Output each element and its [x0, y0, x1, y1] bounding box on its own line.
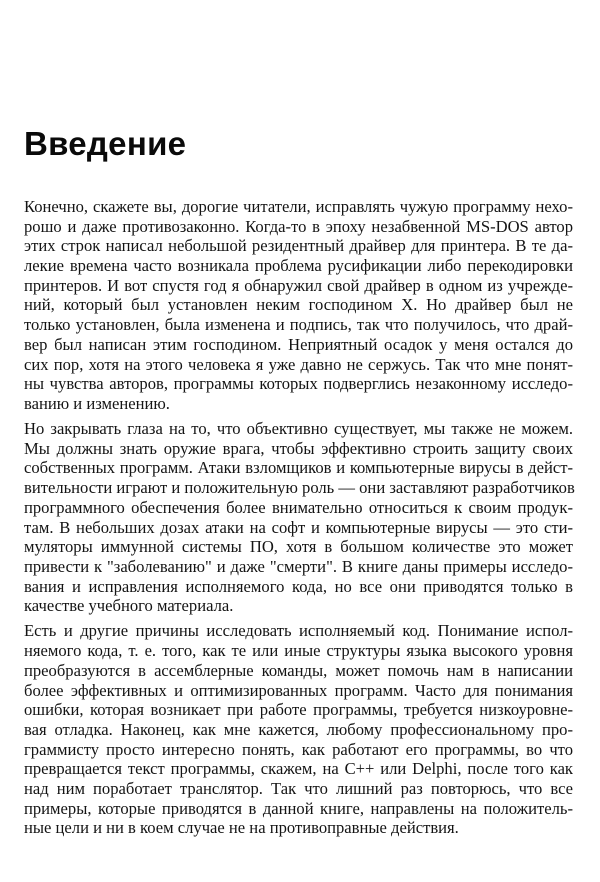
text-line: ванию и изменению.: [24, 393, 170, 413]
paragraph-1: [24, 197, 573, 414]
paragraph-2: [24, 419, 573, 616]
text-line: вер был написан этим господином. Неприятный осадок у меня остался до: [24, 334, 573, 354]
text-line: собственных программ. Атаки взломщиков и компьютерные вирусы в дейст-: [24, 458, 573, 478]
chapter-title: Введение: [24, 125, 187, 162]
text-line: рошо и даже противозаконно. Когда-то в эпоху незабвенной MS-DOS автор: [24, 216, 573, 236]
text-line: превращается текст программы, скажем, на C++ или Delphi, после того как: [24, 759, 573, 779]
text-line: няемого кода, т. е. того, как те или иные структуры языка высокого уровня: [24, 641, 573, 661]
text-line: привести к "заболеванию" и даже "смерти". В книге даны примеры исследо-: [24, 556, 573, 576]
text-line: вания и исправления исполняемого кода, но все они приводятся только в: [24, 576, 573, 596]
text-line: вительности играют и положительную роль — они заставляют разработчиков: [24, 478, 575, 498]
text-line: этих строк написал небольшой резидентный драйвер для принтера. В те да-: [24, 236, 573, 256]
text-line: сих пор, хотя на этого человека я уже давно не сержусь. Так что мне понят-: [24, 354, 573, 374]
text-line: программного обеспечения более внимательно относиться к своим продук-: [24, 497, 573, 517]
text-line: ошибки, которая возникает при работе программы, требуется низкоуровне-: [24, 700, 573, 720]
text-line: принтеров. И вот спустя год я обнаружил свой драйвер в одном из учрежде-: [24, 275, 573, 295]
text-line: ний, который был установлен неким господином X. Но драйвер был не: [24, 295, 573, 315]
text-line: там. В небольших дозах атаки на софт и компьютерные вирусы — это сти-: [24, 517, 573, 537]
text-line: ны чувства авторов, программы которых подверглись незаконному исследо-: [24, 374, 573, 394]
text-line: качестве учебного материала.: [24, 596, 234, 616]
text-line: Конечно, скажете вы, дорогие читатели, исправлять чужую программу нехо-: [24, 197, 573, 216]
text-line: граммисту просто интересно понять, как работают его программы, во что: [24, 739, 573, 759]
text-line: лекие времена часто возникала проблема русификации либо перекодировки: [24, 256, 573, 276]
text-line: только установлен, была изменена и подпись, так что получилось, что драй-: [24, 315, 573, 335]
text-line: муляторы иммунной системы ПО, хотя в большом количестве это может: [24, 537, 573, 557]
text-line: Мы должны знать оружие врага, чтобы эффективно строить защиту своих: [24, 438, 573, 458]
text-line: над ним поработает транслятор. Так что лишний раз повторюсь, что все: [24, 778, 573, 798]
text-line: примеры, которые приводятся в данной книге, направлены на положитель-: [24, 798, 573, 818]
text-line: Есть и другие причины исследовать исполняемый код. Понимание испол-: [24, 621, 573, 641]
paragraph-3: [24, 621, 573, 838]
chapter-body: [24, 197, 573, 844]
text-line: Но закрывать глаза на то, что объективно существует, мы также не можем.: [24, 419, 573, 439]
text-line: ные цели и ни в коем случае не на противоправные действия.: [24, 818, 459, 838]
text-line: более эффективных и оптимизированных программ. Часто для понимания: [24, 680, 573, 700]
text-line: преобразуются в ассемблерные команды, может помочь нам в написании: [24, 660, 573, 680]
text-line: вая отладка. Наконец, как мне кажется, любому профессиональному про-: [24, 719, 573, 739]
